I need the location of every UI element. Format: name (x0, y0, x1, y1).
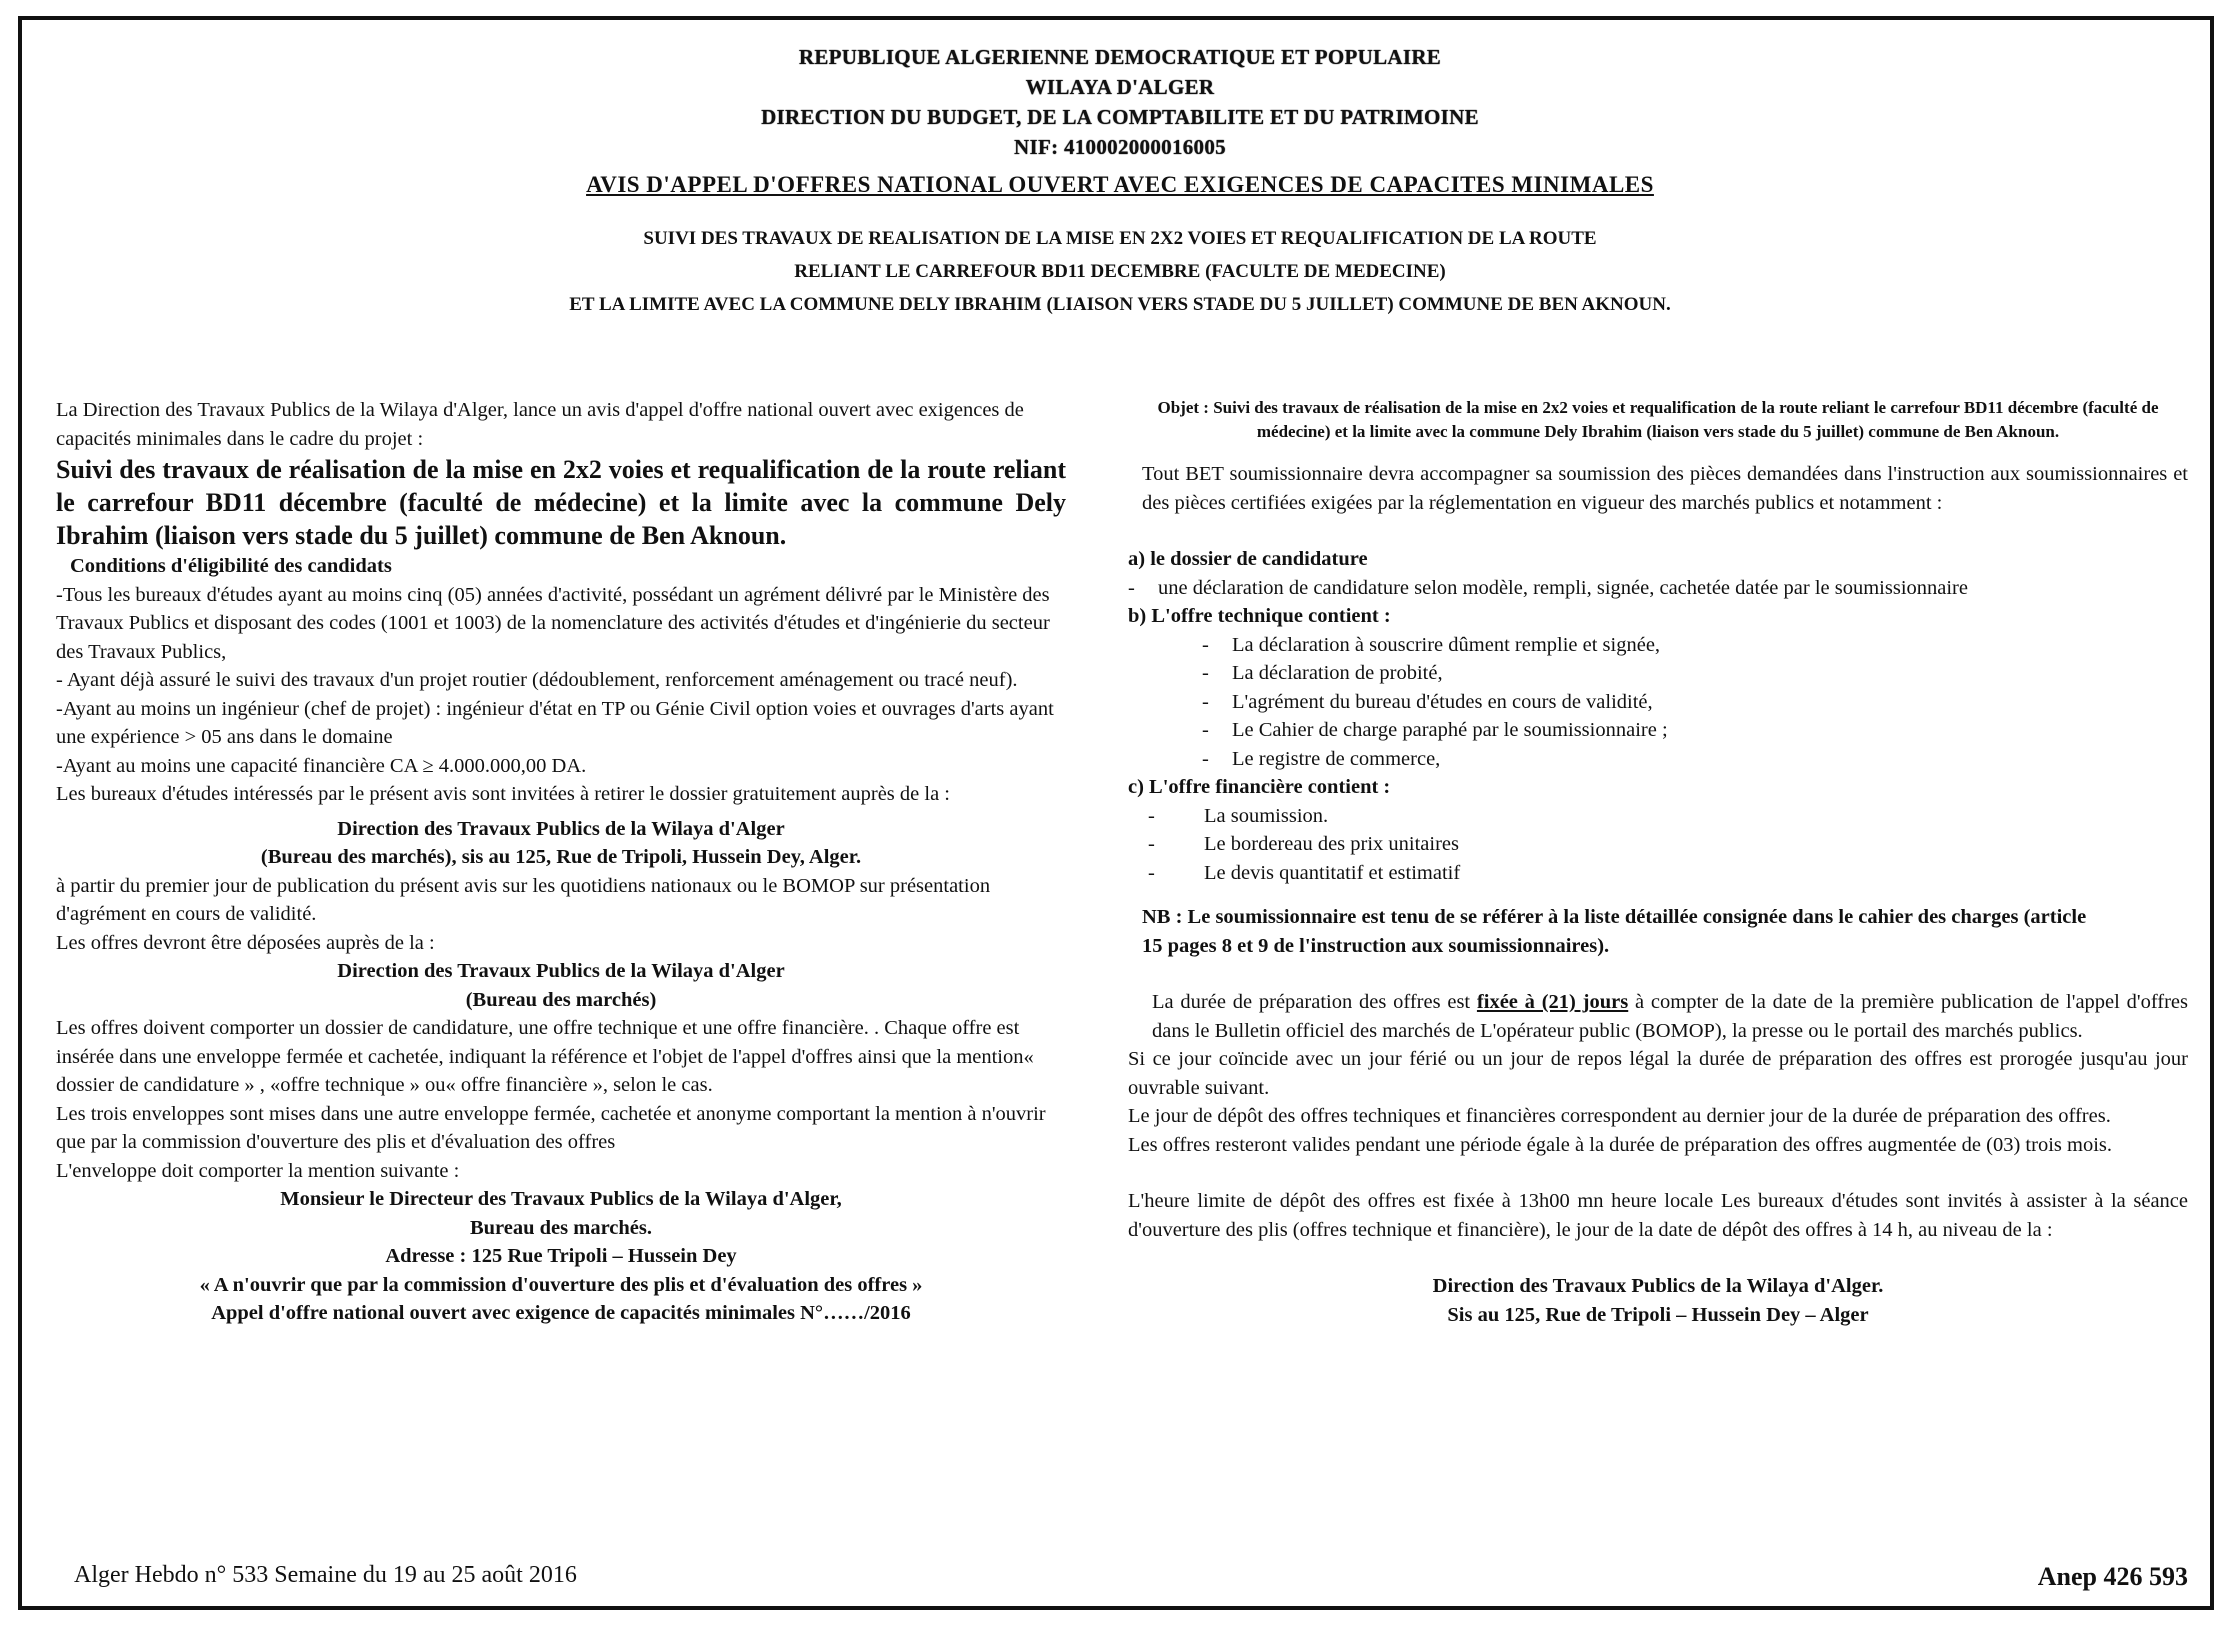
list-item: - Le bordereau des prix unitaires (1148, 833, 1460, 855)
mention-intro: L'enveloppe doit comporter la mention suivante : (56, 1159, 460, 1182)
final-direction-2: Sis au 125, Rue de Tripoli – Hussein Dey – Alger (1447, 1303, 1869, 1326)
duree-paragraph: La durée de préparation des offres est fixée à (21) jours à compter de la date de la première publication de l'appel d'offres dans le Bulletin officiel des marchés de L'opérateur public (BOMOP), la presse ou le portail des marchés publics. (1152, 991, 2189, 1042)
nb-paragraph: NB : Le soumissionnaire est tenu de se référer à la liste détaillée consignée dans le cahier des charges (article 15 pages 8 et 9 de l'instruction aux soumissionnaires). (1142, 906, 2087, 957)
depot-paragraph: Les offres devront être déposées auprès de la : (56, 931, 435, 954)
intro-paragraph: La Direction des Travaux Publics de la Wilaya d'Alger, lance un avis d'appel d'offre national ouvert avec exigences de capacités minimales dans le cadre du projet : (56, 399, 1024, 450)
enveloppes-paragraph: Les trois enveloppes sont mises dans une autre enveloppe fermée, cachetée et anonyme comportant la mention à n'ouvrir que par la commission d'ouverture des plis et d'évaluation des offres (56, 1102, 1046, 1153)
ferie-paragraph: Si ce jour coïncide avec un jour férié ou un jour de repos légal la durée de préparation des offres est prorogée jusqu'au jour ouvrable suivant. (1128, 1048, 2188, 1099)
notice-title: AVIS D'APPEL D'OFFRES NATIONAL OUVERT AVEC EXIGENCES DE CAPACITES MINIMALES (586, 172, 1654, 197)
direction-address-1: Direction des Travaux Publics de la Wilaya d'Alger (337, 817, 785, 840)
objet-paragraph: Objet : Suivi des travaux de réalisation de la mise en 2x2 voies et requalification de la route reliant le carrefour BD11 décembre (faculté de médecine) et la limite avec la commune Dely Ibrahim (liaison vers stade du 5 juillet) commune de Ben Aknoun. (1157, 398, 2159, 441)
list-item: - La déclaration de probité, (1202, 662, 1443, 684)
footer-anep-reference: Anep 426 593 (2037, 1562, 2188, 1591)
final-direction-1: Direction des Travaux Publics de la Wilaya d'Alger. (1432, 1275, 1884, 1297)
retrait-paragraph: Les bureaux d'études intéressés par le présent avis sont invitées à retirer le dossier gratuitement auprès de la : (56, 783, 950, 805)
header-nif: NIF: 410002000016005 (1014, 135, 1226, 159)
header-wilaya: WILAYA D'ALGER (1025, 75, 1215, 99)
right-column (1128, 396, 2188, 1329)
subject-line-3: ET LA LIMITE AVEC LA COMMUNE DELY IBRAHIM (LIAISON VERS STADE DU 5 JUILLET) COMMUNE DE BEN AKNOUN. (569, 294, 1671, 315)
mention-line-4: « A n'ouvrir que par la commission d'ouverture des plis et d'évaluation des offres » (199, 1273, 923, 1296)
direction-depot-1: Direction des Travaux Publics de la Wilaya d'Alger (337, 960, 785, 982)
mention-line-2: Bureau des marchés. (469, 1216, 653, 1239)
bet-paragraph: Tout BET soumissionnaire devra accompagner sa soumission des pièces demandées dans l'instruction aux soumissionnaires et des pièces certifiées exigées par la réglementation en vigueur des marchés publics et notamment : (1142, 463, 2188, 514)
list-item: - Le Cahier de charge paraphé par le soumissionnaire ; (1202, 719, 1668, 741)
list-item: - La soumission. (1148, 804, 1329, 827)
header-block (0, 42, 2240, 162)
condition-4: -Ayant au moins une capacité financière CA ≥ 4.000.000,00 DA. (56, 754, 587, 777)
header-republic: REPUBLIQUE ALGERIENNE DEMOCRATIQUE ET POPULAIRE (798, 45, 1442, 69)
direction-depot-2: (Bureau des marchés) (465, 988, 657, 1011)
section-a-title: a) le dossier de candidature (1128, 548, 1368, 570)
section-c-title: c) L'offre financière contient : (1128, 776, 1391, 798)
condition-2: - Ayant déjà assuré le suivi des travaux d'un projet routier (dédoublement, renforcement aménagement ou tracé neuf). (56, 669, 1018, 691)
header-direction: DIRECTION DU BUDGET, DE LA COMPTABILITE ET DU PATRIMOINE (761, 105, 1479, 129)
section-b-title: b) L'offre technique contient : (1128, 605, 1391, 627)
mention-line-3: Adresse : 125 Rue Tripoli – Hussein Dey (385, 1245, 737, 1267)
section-a-item: - une déclaration de candidature selon modèle, rempli, signée, cachetée datée par le soumissionnaire (1128, 576, 1968, 599)
jour-depot-paragraph: Le jour de dépôt des offres techniques et financières correspondent au dernier jour de la durée de préparation des offres. (1128, 1105, 2111, 1127)
list-item: - Le devis quantitatif et estimatif (1148, 861, 1461, 884)
mention-line-5: Appel d'offre national ouvert avec exigence de capacités minimales N°……/2016 (211, 1302, 911, 1324)
publication-paragraph: à partir du premier jour de publication du présent avis sur les quotidiens nationaux ou le BOMOP sur présentation d'agrément en cours de validité. (56, 874, 991, 925)
subject-block (0, 222, 2240, 321)
list-item: - L'agrément du bureau d'études en cours de validité, (1202, 690, 1653, 713)
footer-publication: Alger Hebdo n° 533 Semaine du 19 au 25 août 2016 (74, 1562, 577, 1588)
condition-3: -Ayant au moins un ingénieur (chef de projet) : ingénieur d'état en TP ou Génie Civil option voies et ouvrages d'arts ayant une expérience > 05 ans dans le domaine (56, 697, 1054, 748)
direction-address-2: (Bureau des marchés), sis au 125, Rue de Tripoli, Hussein Dey, Alger. (260, 846, 862, 868)
subject-line-2: RELIANT LE CARREFOUR BD11 DECEMBRE (FACULTE DE MEDECINE) (794, 261, 1446, 282)
condition-1: -Tous les bureaux d'études ayant au moins cinq (05) années d'activité, possédant un agrément délivré par le Ministère des Travaux Publics et disposant des codes (1001 et 1003) de la nomenclature des activités d'études et d'ingénierie du secteur des Travaux Publics, (56, 583, 1050, 663)
heure-paragraph: L'heure limite de dépôt des offres est fixée à 13h00 mn heure locale Les bureaux d'études sont invités à assister à la séance d'ouverture des plis (offres technique et financière), le jour de la date de dépôt des offres à 14 h, au niveau de la : (1128, 1190, 2188, 1241)
offres-paragraph: Les offres doivent comporter un dossier de candidature, une offre technique et une offre financière. . Chaque offre est insérée dans une enveloppe fermée et cachetée, indiquant la référence et l'objet de l'appel d'offres ainsi que la mention« dossier de candidature » , «offre technique » ou« offre financière », selon le cas. (56, 1017, 1034, 1096)
list-item: - Le registre de commerce, (1202, 747, 1441, 770)
subject-line-1: SUIVI DES TRAVAUX DE REALISATION DE LA MISE EN 2X2 VOIES ET REQUALIFICATION DE LA ROUTE (643, 228, 1597, 249)
validite-paragraph: Les offres resteront valides pendant une période égale à la durée de préparation des offres augmentée de (03) trois mois. (1128, 1133, 2112, 1156)
conditions-title: Conditions d'éligibilité des candidats (70, 555, 392, 577)
project-title: Suivi des travaux de réalisation de la mise en 2x2 voies et requalification de la route reliant le carrefour BD11 décembre (faculté de médecine) et la limite avec la commune Dely Ibrahim (liaison vers stade du 5 juillet) commune de Ben Aknoun. (56, 455, 1066, 550)
section-c-list (1128, 802, 2188, 888)
list-item: - La déclaration à souscrire dûment remplie et signée, (1202, 633, 1661, 656)
mention-line-1: Monsieur le Directeur des Travaux Publics de la Wilaya d'Alger, (280, 1188, 842, 1210)
section-b-list (1128, 631, 2188, 774)
left-column (56, 396, 1066, 1328)
